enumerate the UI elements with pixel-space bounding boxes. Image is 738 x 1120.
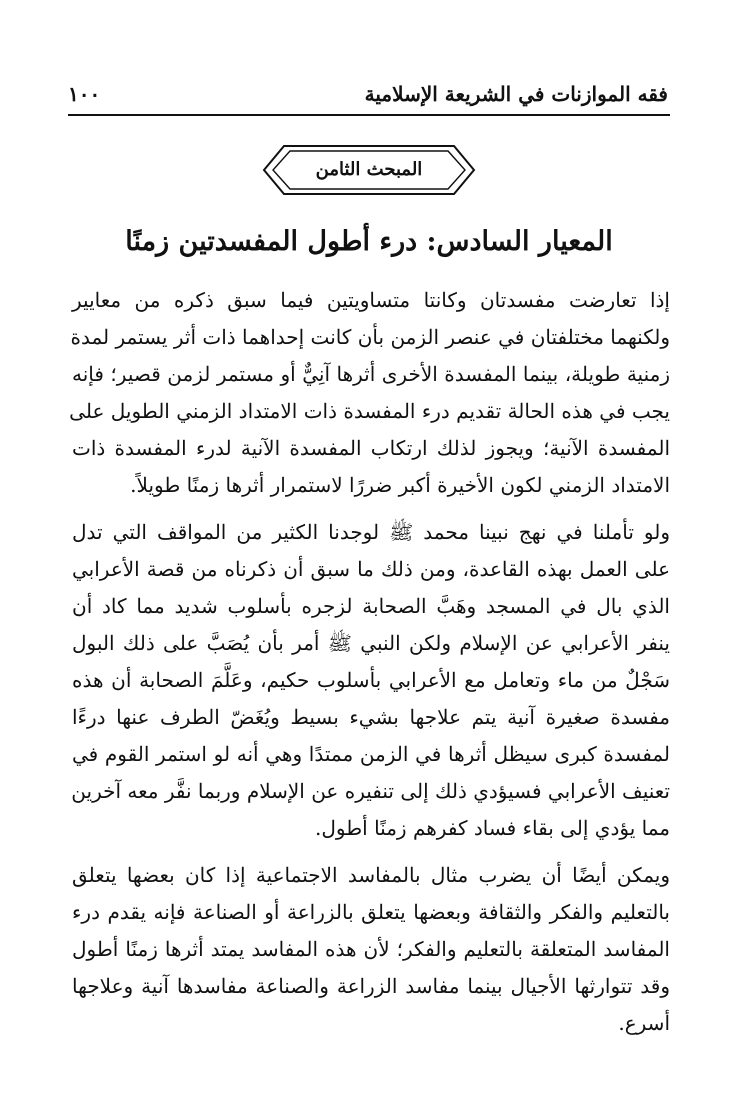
paragraph-line: بالتعليم والفكر والثقافة وبعضها يتعلق بالزراعة أو الصناعة فإنه يقدم درء [72, 900, 670, 924]
paragraph-line: سَجْلٌ من ماء وتعامل مع الأعرابي بأسلوب حكيم، وعَلَّمَ الصحابة أن هذه [72, 668, 670, 692]
paragraph-3 [72, 857, 670, 1042]
paragraph-line: ولو تأملنا في نهج نبينا محمد ﷺ لوجدنا الكثير من المواقف التي تدل [72, 520, 670, 544]
paragraph-line: وقد تتوارثها الأجيال بينما مفاسد الزراعة والصناعة مفاسدها آنية وعلاجها [72, 974, 670, 998]
page-number: ١٠٠ [68, 82, 101, 106]
paragraph-line: مفسدة صغيرة آنية يتم علاجها بشيء بسيط ويُغَضّ الطرف عنها درءًا [72, 705, 670, 729]
paragraph-line: تعنيف الأعرابي فسيؤدي ذلك إلى تنفيره عن الإسلام وربما نفَّر معه آخرين [71, 779, 670, 803]
paragraph-line: أسرع. [618, 1011, 670, 1035]
section-frame-label: المبحث الثامن [315, 159, 423, 180]
paragraph-line: زمنية طويلة، بينما المفسدة الأخرى أثرها آنِيٌّ أو مستمر لزمن قصير؛ فإنه [72, 362, 670, 386]
paragraph-line: لمفسدة كبرى سيظل أثرها في الزمن ممتدًا وهي أنه لو استمر القوم في [72, 742, 670, 766]
paragraph-line: الذي بال في المسجد وهَبَّ الصحابة لزجره بأسلوب شديد مما كاد أن [72, 594, 670, 618]
paragraph-line: على العمل بهذه القاعدة، ومن ذلك ما سبق أن ذكرناه من قصة الأعرابي [72, 557, 670, 581]
paragraph-line: الامتداد الزمني لكون الأخيرة أكبر ضررًا لاستمرار أثرها زمنًا طويلاً. [130, 473, 670, 497]
paragraph-line: يجب في هذه الحالة تقديم درء المفسدة ذات الامتداد الزمني الطويل على [69, 399, 670, 423]
paragraph-1 [69, 282, 671, 504]
paragraph-line: إذا تعارضت مفسدتان وكانتا متساويتين فيما سبق ذكره من معايير [72, 288, 670, 312]
body-text [69, 282, 671, 1052]
section-heading: المعيار السادس: درء أطول المفسدتين زمنًا [125, 226, 613, 257]
paragraph-2 [72, 514, 670, 847]
section-frame [258, 140, 480, 200]
running-header [68, 80, 668, 112]
running-header-title: فقه الموازنات في الشريعة الإسلامية [364, 82, 668, 106]
paragraph-line: المفسدة الآنية؛ ويجوز لذلك ارتكاب المفسدة الآنية لدرء المفسدة ذات [72, 436, 671, 460]
header-rule [68, 114, 670, 116]
paragraph-line: ينفر الأعرابي عن الإسلام ولكن النبي ﷺ أمر بأن يُصَبَّ على ذلك البول [72, 631, 670, 655]
paragraph-line: ولكنهما مختلفتان في عنصر الزمن بأن كانت إحداهما ذات أثر يستمر لمدة [70, 325, 670, 349]
paragraph-line: المفاسد المتعلقة بالتعليم والفكر؛ لأن هذه المفاسد يمتد أثرها زمنًا أطول [72, 937, 670, 961]
paragraph-line: مما يؤدي إلى بقاء فساد كفرهم زمنًا أطول. [315, 816, 670, 840]
paragraph-line: ويمكن أيضًا أن يضرب مثال بالمفاسد الاجتماعية إذا كان بعضها يتعلق [72, 863, 670, 887]
